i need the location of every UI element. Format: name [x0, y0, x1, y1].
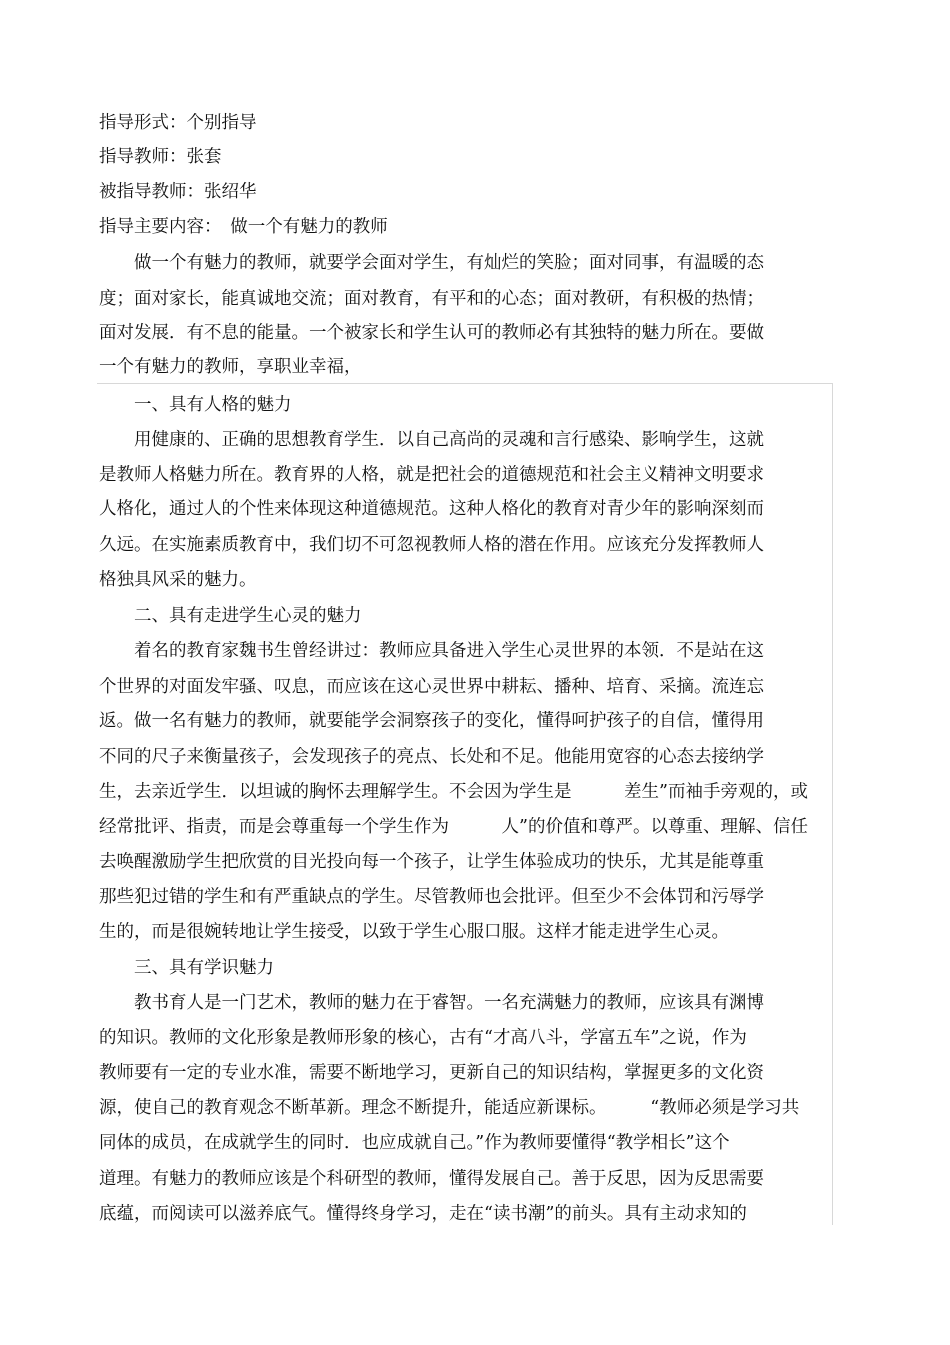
guidance-form: 指导形式：个别指导	[99, 113, 257, 133]
section2-line: 个世界的对面发牢骚、叹息，而应该在这心灵世界中耕耘、播种、培育、采摘。流连忘	[99, 677, 764, 697]
intro-line: 做一个有魅力的教师，就要学会面对学生，有灿烂的笑脸；面对同事，有温暖的态	[99, 253, 764, 273]
section2-line: 生的，而是很婉转地让学生接受，以致于学生心服口服。这样才能走进学生心灵。	[99, 922, 729, 942]
intro-line: 面对发展．有不息的能量。一个被家长和学生认可的教师必有其独特的魅力所在。要做	[99, 323, 764, 343]
guiding-teacher: 指导教师：张套	[99, 147, 222, 167]
section3-line: 教师要有一定的专业水准，需要不断地学习，更新自己的知识结构，掌握更多的文化资	[99, 1063, 764, 1083]
section2-line: 生，去亲近学生．以坦诚的胸怀去理解学生。不会因为学生是 差生”而袖手旁观的，或	[99, 782, 808, 802]
section2-line: 那些犯过错的学生和有严重缺点的学生。尽管教师也会批评。但至少不会体罚和污辱学	[99, 887, 764, 907]
section-heading: 三、具有学识魅力	[99, 958, 274, 978]
section1-line: 久远。在实施素质教育中，我们切不可忽视教师人格的潜在作用。应该充分发挥教师人	[99, 535, 764, 555]
frame-right-rule	[832, 383, 833, 1225]
main-content-topic: 指导主要内容： 做一个有魅力的教师	[99, 217, 388, 237]
section1-line: 是教师人格魅力所在。教育界的人格，就是把社会的道德规范和社会主义精神文明要求	[99, 465, 764, 485]
intro-line: 度；面对家长，能真诚地交流；面对教育，有平和的心态；面对教研，有积极的热情；	[99, 289, 764, 309]
section3-line: 底蕴，而阅读可以滋养底气。懂得终身学习，走在“读书潮”的前头。具有主动求知的	[99, 1204, 747, 1224]
section2-line: 经常批评、指责，而是会尊重每一个学生作为 人”的价值和尊严。以尊重、理解、信任	[99, 817, 808, 837]
section3-line: 同体的成员，在成就学生的同时．也应成就自己。”作为教师要懂得“教学相长”这个	[99, 1133, 730, 1153]
section2-line: 不同的尺子来衡量孩子，会发现孩子的亮点、长处和不足。他能用宽容的心态去接纳学	[99, 747, 764, 767]
section3-line: 教书育人是一门艺术，教师的魅力在于睿智。一名充满魅力的教师，应该具有渊博	[99, 993, 764, 1013]
section3-line: 道理。有魅力的教师应该是个科研型的教师，懂得发展自己。善于反思，因为反思需要	[99, 1169, 764, 1189]
section1-line: 格独具风采的魅力。	[99, 570, 257, 590]
section1-line: 人格化，通过人的个性来体现这种道德规范。这种人格化的教育对青少年的影响深刻而	[99, 499, 764, 519]
section-heading: 一、具有人格的魅力	[99, 395, 292, 415]
section2-line: 返。做一名有魅力的教师，就要能学会洞察孩子的变化，懂得呵护孩子的自信，懂得用	[99, 711, 764, 731]
section3-line: 的知识。教师的文化形象是教师形象的核心，古有“才高八斗，学富五车”之说，作为	[99, 1028, 747, 1048]
section2-line: 去唤醒激励学生把欣赏的目光投向每一个孩子，让学生体验成功的快乐，尤其是能尊重	[99, 852, 764, 872]
guided-teacher: 被指导教师：张绍华	[99, 182, 257, 202]
section2-line: 着名的教育家魏书生曾经讲过：教师应具备进入学生心灵世界的本领．不是站在这	[99, 641, 764, 661]
section3-line: 源，使自己的教育观念不断革新。理念不断提升，能适应新课标。 “教师必须是学习共	[99, 1098, 800, 1118]
section1-line: 用健康的、正确的思想教育学生．以自己高尚的灵魂和言行感染、影响学生，这就	[99, 430, 764, 450]
section-heading: 二、具有走进学生心灵的魅力	[99, 606, 362, 626]
intro-line: 一个有魅力的教师，享职业幸福，	[99, 357, 362, 377]
